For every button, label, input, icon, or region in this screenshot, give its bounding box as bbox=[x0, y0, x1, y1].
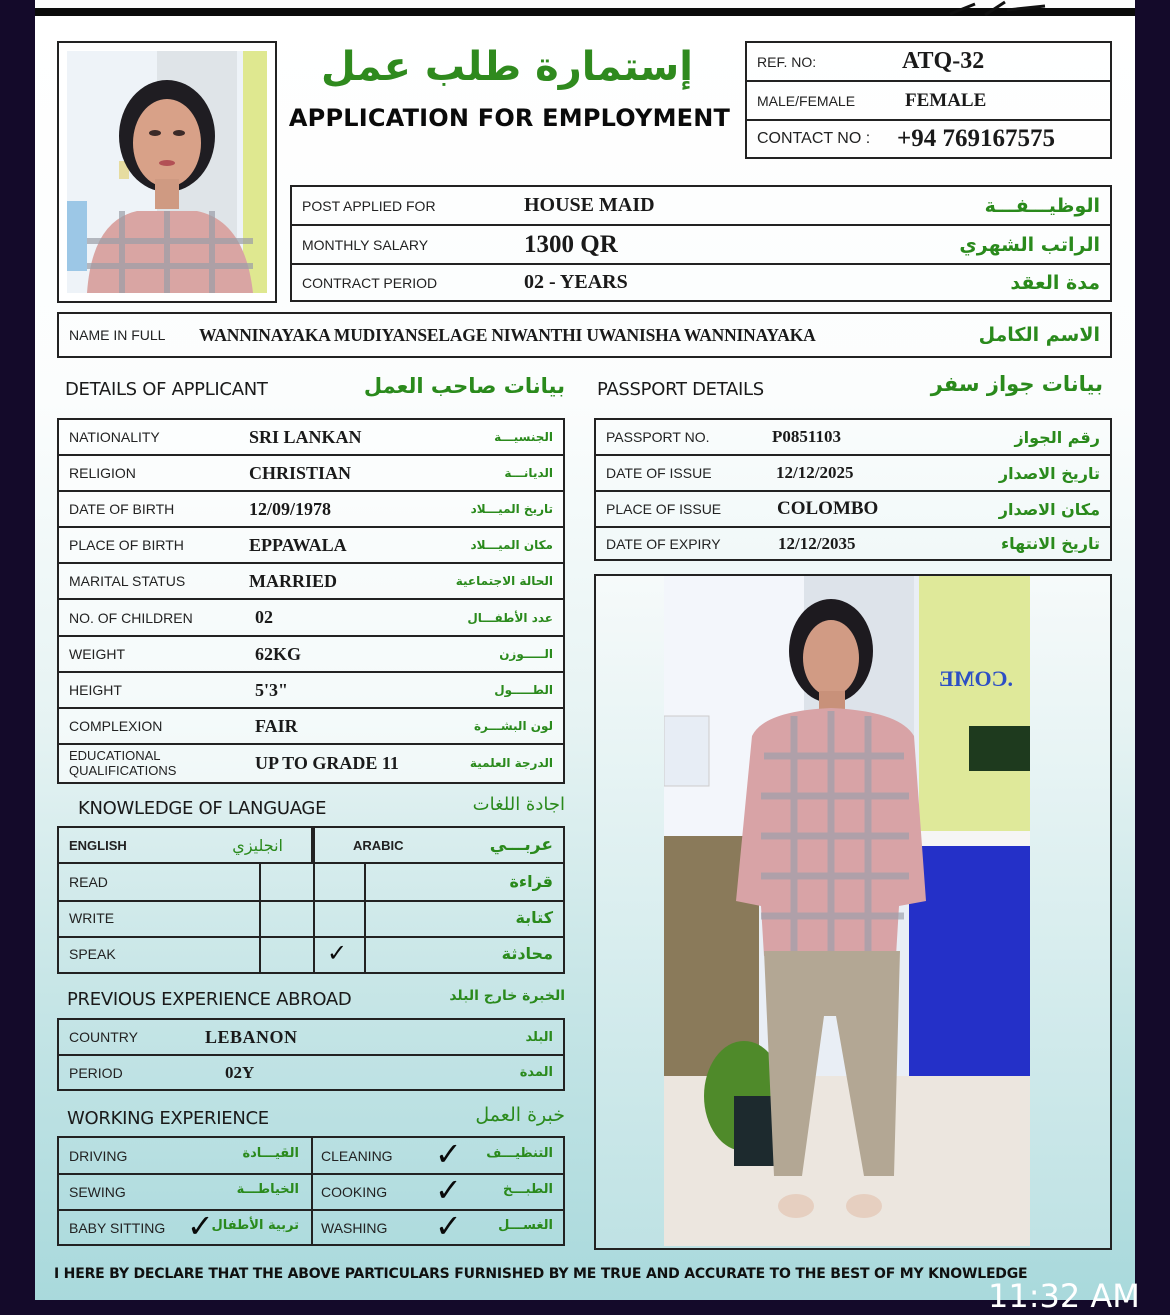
working-experience-table bbox=[57, 1136, 565, 1246]
table-row bbox=[59, 1056, 563, 1089]
complexion-label-arabic: لون البشـــرة bbox=[473, 719, 553, 733]
declaration-text: I HERE BY DECLARE THAT THE ABOVE PARTICULARS FURNISHED BY ME TRUE AND ACCURATE TO THE BEST OF MY KNOWLEDGE bbox=[54, 1266, 1028, 1282]
post-label-arabic: الوظيـــفـــة bbox=[984, 194, 1100, 217]
driving-label-arabic: القيـــادة bbox=[242, 1146, 299, 1161]
contract-row bbox=[292, 265, 1110, 300]
baby-sitting-label-arabic: تربية الأطفال bbox=[211, 1218, 299, 1233]
issue-date-value: 12/12/2025 bbox=[776, 463, 854, 482]
baby-sitting-label: BABY SITTING bbox=[69, 1220, 166, 1236]
row-divider bbox=[59, 1173, 563, 1175]
applicant-details-table bbox=[57, 418, 565, 784]
table-row bbox=[59, 709, 563, 745]
experience-abroad-table bbox=[57, 1018, 565, 1091]
passport-no-label: PASSPORT NO. bbox=[606, 429, 710, 445]
marital-label: MARITAL STATUS bbox=[69, 573, 186, 589]
religion-label: RELIGION bbox=[69, 465, 136, 481]
english-header-label: ENGLISH bbox=[69, 837, 127, 853]
full-name-value: WANNINAYAKA MUDIYANSELAGE NIWANTHI UWANISHA WANNINAYAKA bbox=[199, 324, 816, 345]
working-experience-title-arabic: خبرة العمل bbox=[475, 1104, 565, 1126]
application-form-sheet bbox=[35, 16, 1135, 1300]
language-section-title-arabic: اجادة اللغات bbox=[472, 794, 565, 815]
ref-no-label: REF. NO: bbox=[757, 53, 817, 70]
passport-section-title: PASSPORT DETAILS bbox=[597, 379, 764, 400]
cooking-label: COOKING bbox=[321, 1184, 388, 1200]
post-details-box bbox=[290, 185, 1112, 302]
row-divider bbox=[59, 936, 563, 938]
issue-place-label: PLACE OF ISSUE bbox=[606, 501, 722, 517]
dob-label: DATE OF BIRTH bbox=[69, 501, 175, 517]
full-name-box bbox=[57, 312, 1112, 358]
working-experience-title: WORKING EXPERIENCE bbox=[67, 1108, 269, 1129]
period-value: 02Y bbox=[225, 1062, 255, 1082]
table-row bbox=[59, 456, 563, 492]
table-row bbox=[59, 637, 563, 673]
read-label-arabic: قراءة bbox=[509, 872, 553, 891]
ref-no-row bbox=[747, 43, 1110, 82]
issue-date-label: DATE OF ISSUE bbox=[606, 465, 712, 481]
pob-label-arabic: مكان الميـــلاد bbox=[470, 538, 553, 552]
washing-label-arabic: الغســـل bbox=[498, 1218, 553, 1233]
cleaning-label: CLEANING bbox=[321, 1148, 393, 1164]
passport-details-table bbox=[594, 418, 1112, 561]
post-row bbox=[292, 187, 1110, 226]
sewing-label-arabic: الخياطـــة bbox=[236, 1182, 299, 1197]
children-value: 02 bbox=[255, 607, 273, 627]
row-divider bbox=[59, 900, 563, 902]
gender-label: MALE/FEMALE bbox=[757, 92, 856, 109]
nationality-label: NATIONALITY bbox=[69, 429, 160, 445]
cleaning-label-arabic: التنظيـــف bbox=[486, 1146, 553, 1161]
arabic-header-arabic: عربـــي bbox=[489, 835, 553, 855]
arabic-header-label: ARABIC bbox=[353, 837, 404, 853]
table-row bbox=[59, 745, 563, 781]
education-value: UP TO GRADE 11 bbox=[255, 752, 399, 773]
speak-label-arabic: محادثة bbox=[501, 944, 553, 963]
table-row bbox=[59, 492, 563, 528]
welcome-sign-text: .COME bbox=[939, 666, 1013, 691]
ref-no-value: ATQ-32 bbox=[902, 48, 985, 74]
passport-section-title-arabic: بيانات جواز سفر bbox=[930, 372, 1103, 396]
marital-label-arabic: الحالة الاجتماعية bbox=[455, 574, 553, 588]
contract-value: 02 - YEARS bbox=[524, 271, 628, 293]
status-bar-time: 11:32 AM bbox=[988, 1277, 1140, 1315]
dob-label-arabic: تاريخ الميـــلاد bbox=[470, 502, 553, 516]
height-label: HEIGHT bbox=[69, 682, 122, 698]
height-label-arabic: الطـــــول bbox=[494, 683, 553, 697]
table-row bbox=[59, 528, 563, 564]
education-label: EDUCATIONAL QUALIFICATIONS bbox=[69, 748, 177, 778]
baby-sitting-checkbox[interactable]: ✓ bbox=[187, 1207, 214, 1245]
nationality-value: SRI LANKAN bbox=[249, 426, 362, 447]
children-label: NO. OF CHILDREN bbox=[69, 609, 193, 626]
signature-scribble-icon bbox=[945, 0, 1055, 16]
driving-label: DRIVING bbox=[69, 1148, 128, 1164]
arabic-header bbox=[313, 828, 563, 864]
weight-label: WEIGHT bbox=[69, 646, 125, 662]
write-label: WRITE bbox=[69, 910, 115, 926]
post-value: HOUSE MAID bbox=[524, 194, 655, 216]
dob-value: 12/09/1978 bbox=[249, 498, 332, 519]
contact-value: +94 769167575 bbox=[897, 125, 1055, 152]
full-name-label: NAME IN FULL bbox=[69, 327, 166, 343]
religion-value: CHRISTIAN bbox=[249, 462, 352, 483]
form-title-arabic: إستمارة طلب عمل bbox=[321, 44, 693, 90]
issue-place-label-arabic: مكان الاصدار bbox=[998, 499, 1100, 519]
table-row bbox=[596, 456, 1110, 492]
table-row bbox=[59, 564, 563, 600]
education-label-arabic: الدرجة العلمية bbox=[469, 756, 553, 770]
children-label-arabic: عدد الأطفـــال bbox=[467, 610, 553, 625]
read-label: READ bbox=[69, 874, 108, 890]
country-label: COUNTRY bbox=[69, 1029, 138, 1045]
table-row bbox=[59, 1020, 563, 1056]
salary-row bbox=[292, 226, 1110, 265]
passport-no-value: P0851103 bbox=[772, 427, 841, 446]
weight-label-arabic: الـــــوزن bbox=[499, 647, 553, 661]
country-label-arabic: البلد bbox=[525, 1029, 553, 1045]
full-name-label-arabic: الاسم الكامل bbox=[978, 324, 1100, 346]
cleaning-checkbox[interactable]: ✓ bbox=[435, 1135, 462, 1173]
language-section-title: KNOWLEDGE OF LANGUAGE bbox=[78, 798, 327, 819]
write-label-arabic: كتابة bbox=[515, 908, 553, 927]
column-divider bbox=[313, 828, 315, 972]
country-value: LEBANON bbox=[205, 1026, 298, 1047]
expiry-date-value: 12/12/2035 bbox=[778, 533, 856, 553]
height-value: 5'3" bbox=[255, 679, 288, 700]
gender-row bbox=[747, 82, 1110, 121]
language-table bbox=[57, 826, 565, 974]
portrait-photo-frame bbox=[57, 41, 277, 303]
period-label: PERIOD bbox=[69, 1064, 123, 1081]
applicant-section-title-arabic: بيانات صاحب العمل bbox=[363, 374, 565, 398]
experience-abroad-title: PREVIOUS EXPERIENCE ABROAD bbox=[67, 989, 352, 1010]
cooking-checkbox[interactable]: ✓ bbox=[435, 1171, 462, 1209]
speak-arabic-checkbox[interactable]: ✓ bbox=[327, 939, 348, 967]
column-divider bbox=[364, 864, 366, 972]
complexion-label: COMPLEXION bbox=[69, 718, 163, 734]
contact-row bbox=[747, 121, 1110, 157]
experience-abroad-title-arabic: الخبرة خارج البلد bbox=[449, 988, 565, 1004]
salary-label: MONTHLY SALARY bbox=[302, 236, 429, 253]
full-body-photo bbox=[664, 576, 1030, 1246]
expiry-date-label: DATE OF EXPIRY bbox=[606, 535, 721, 552]
contact-label: CONTACT NO : bbox=[757, 130, 871, 147]
pob-value: EPPAWALA bbox=[249, 534, 347, 555]
table-row bbox=[59, 673, 563, 709]
row-divider bbox=[59, 1209, 563, 1211]
table-row bbox=[59, 420, 563, 456]
pob-label: PLACE OF BIRTH bbox=[69, 537, 184, 553]
cooking-label-arabic: الطبـــخ bbox=[502, 1182, 553, 1197]
reference-box bbox=[745, 41, 1112, 159]
table-row bbox=[59, 600, 563, 637]
passport-no-label-arabic: رقم الجواز bbox=[1014, 427, 1100, 447]
marital-value: MARRIED bbox=[249, 570, 337, 591]
washing-checkbox[interactable]: ✓ bbox=[435, 1207, 462, 1245]
table-row bbox=[596, 528, 1110, 559]
table-row bbox=[596, 492, 1110, 528]
complexion-value: FAIR bbox=[255, 715, 298, 736]
contract-label-arabic: مدة العقد bbox=[1010, 271, 1100, 294]
issue-date-label-arabic: تاريخ الاصدار bbox=[998, 463, 1100, 483]
issue-place-value: COLOMBO bbox=[777, 498, 879, 519]
washing-label: WASHING bbox=[321, 1220, 388, 1236]
salary-value: 1300 QR bbox=[524, 230, 618, 258]
weight-value: 62KG bbox=[255, 643, 302, 664]
english-header bbox=[59, 828, 313, 864]
full-body-photo-frame bbox=[594, 574, 1112, 1250]
post-label: POST APPLIED FOR bbox=[302, 197, 436, 214]
religion-label-arabic: الديانـــة bbox=[504, 466, 553, 480]
salary-label-arabic: الراتب الشهري bbox=[959, 233, 1100, 256]
nationality-label-arabic: الجنسيـــة bbox=[494, 430, 553, 444]
period-label-arabic: المدة bbox=[519, 1065, 553, 1080]
table-row bbox=[596, 420, 1110, 456]
speak-label: SPEAK bbox=[69, 946, 116, 962]
english-header-arabic: انجليزي bbox=[232, 835, 283, 855]
column-divider bbox=[259, 864, 261, 972]
form-title: APPLICATION FOR EMPLOYMENT bbox=[288, 104, 731, 132]
portrait-photo bbox=[67, 51, 267, 293]
gender-value: FEMALE bbox=[905, 89, 987, 111]
sewing-label: SEWING bbox=[69, 1184, 126, 1200]
contract-label: CONTRACT PERIOD bbox=[302, 274, 438, 291]
expiry-date-label-arabic: تاريخ الانتهاء bbox=[1000, 534, 1100, 553]
applicant-section-title: DETAILS OF APPLICANT bbox=[65, 379, 268, 400]
